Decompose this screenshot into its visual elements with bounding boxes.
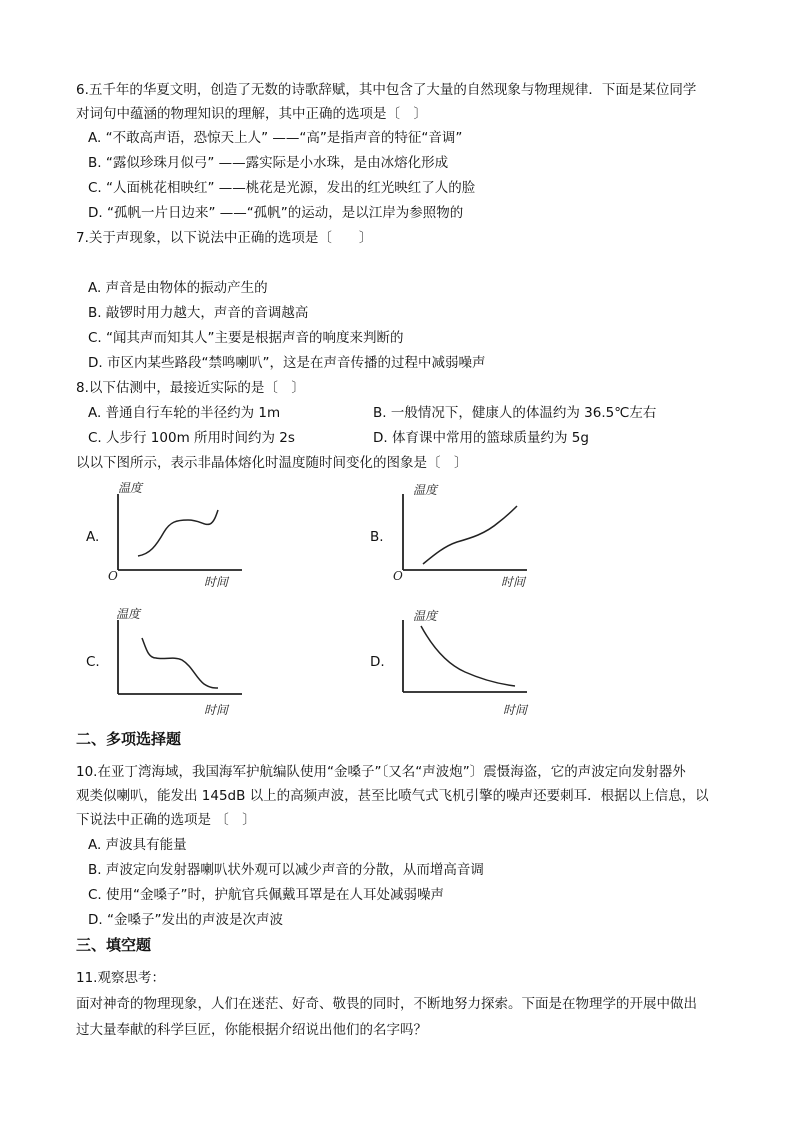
q6-stem-line2: 对词句中蕴涵的物理知识的理解，其中正确的选项是〔 〕 <box>76 106 427 122</box>
graph-c-x-label: 时间 <box>204 703 229 717</box>
graph-d-label: D. <box>370 654 385 670</box>
graph-c-y-label: 温度 <box>116 607 141 621</box>
q6-option-c: C. “人面桃花相映红” ——桃花是光源，发出的红光映红了人的脸 <box>88 180 476 196</box>
q10-option-c: C. 使用“金嗓子”时，护航官兵佩戴耳罩是在人耳处减弱噪声 <box>88 887 444 903</box>
q7-option-d: D. 市区内某些路段“禁鸣喇叭”，这是在声音传播的过程中减弱噪声 <box>88 355 486 371</box>
q9-stem: 以以下图所示，表示非晶体熔化时温度随时间变化的图象是〔 〕 <box>76 455 468 471</box>
graph-c <box>104 608 254 720</box>
graph-a <box>104 480 254 592</box>
q10-option-d: D. “金嗓子”发出的声波是次声波 <box>88 912 283 928</box>
q10-stem-line2: 观类似喇叭，能发出 145dB 以上的高频声波，甚至比喷气式飞机引擎的噪声还要刺耳．根据以上信息，以 <box>76 788 709 804</box>
graph-d-x-label: 时间 <box>503 703 528 717</box>
q11-line2: 过大量奉献的科学巨匠，你能根据介绍说出他们的名字吗？ <box>76 1022 427 1038</box>
graph-d-curve <box>421 626 515 686</box>
graph-a-y-label: 温度 <box>118 481 143 495</box>
graph-a-origin: O <box>108 569 118 583</box>
section-fill-in-title: 三、填空题 <box>76 936 152 954</box>
graph-a-curve <box>138 510 218 556</box>
q7-option-c: C. “闻其声而知其人”主要是根据声音的响度来判断的 <box>88 330 404 346</box>
graph-d <box>389 608 539 720</box>
graph-b-y-label: 温度 <box>413 483 438 497</box>
q7-option-b: B. 敲锣时用力越大，声音的音调越高 <box>88 305 309 321</box>
q11-stem: 11.观察思考： <box>76 970 165 986</box>
q8-option-c: C. 人步行 100m 所用时间约为 2s <box>88 430 295 446</box>
graph-a-label: A. <box>86 529 100 545</box>
graph-b <box>389 480 539 592</box>
graph-b-origin: O <box>393 569 403 583</box>
graph-b-label: B. <box>370 529 384 545</box>
q6-option-a: A. “不敢高声语，恐惊天上人” ——“高”是指声音的特征“音调” <box>88 130 463 146</box>
graph-a-x-label: 时间 <box>204 575 229 589</box>
q10-option-b: B. 声波定向发射器喇叭状外观可以减少声音的分散，从而增高音调 <box>88 862 484 878</box>
q10-stem-line1: 10.在亚丁湾海域，我国海军护航编队使用“金嗓子”〔又名“声波炮”〕震慑海盗，它的声波定向发射器外 <box>76 764 686 780</box>
graph-d-y-label: 温度 <box>413 609 438 623</box>
q8-option-d: D. 体育课中常用的篮球质量约为 5g <box>373 430 589 446</box>
q6-option-d: D. “孤帆一片日边来” ——“孤帆”的运动，是以江岸为参照物的 <box>88 205 464 221</box>
q8-stem: 8.以下估测中，最接近实际的是〔 〕 <box>76 380 305 396</box>
q7-stem: 7.关于声现象，以下说法中正确的选项是〔 〕 <box>76 230 373 246</box>
q10-option-a: A. 声波具有能量 <box>88 837 187 853</box>
graph-b-curve <box>423 506 517 564</box>
graph-c-curve <box>142 638 218 688</box>
graph-b-x-label: 时间 <box>501 575 526 589</box>
q8-option-b: B. 一般情况下，健康人的体温约为 36.5℃左右 <box>373 405 657 421</box>
q8-option-a: A. 普通自行车轮的半径约为 1m <box>88 405 281 421</box>
graph-c-label: C. <box>86 654 100 670</box>
q6-stem-line1: 6.五千年的华夏文明，创造了无数的诗歌辞赋，其中包含了大量的自然现象与物理规律．下面是某位同学 <box>76 82 697 98</box>
q10-stem-line3: 下说法中正确的选项是 〔 〕 <box>76 812 256 828</box>
q6-option-b: B. “露似珍珠月似弓” ——露实际是小水珠，是由冰熔化形成 <box>88 155 449 171</box>
q11-line1: 面对神奇的物理现象，人们在迷茫、好奇、敬畏的同时，不断地努力探索。下面是在物理学的开展中做出 <box>76 996 697 1012</box>
q7-option-a: A. 声音是由物体的振动产生的 <box>88 280 268 296</box>
section-multiple-choice-title: 二、多项选择题 <box>76 730 182 748</box>
